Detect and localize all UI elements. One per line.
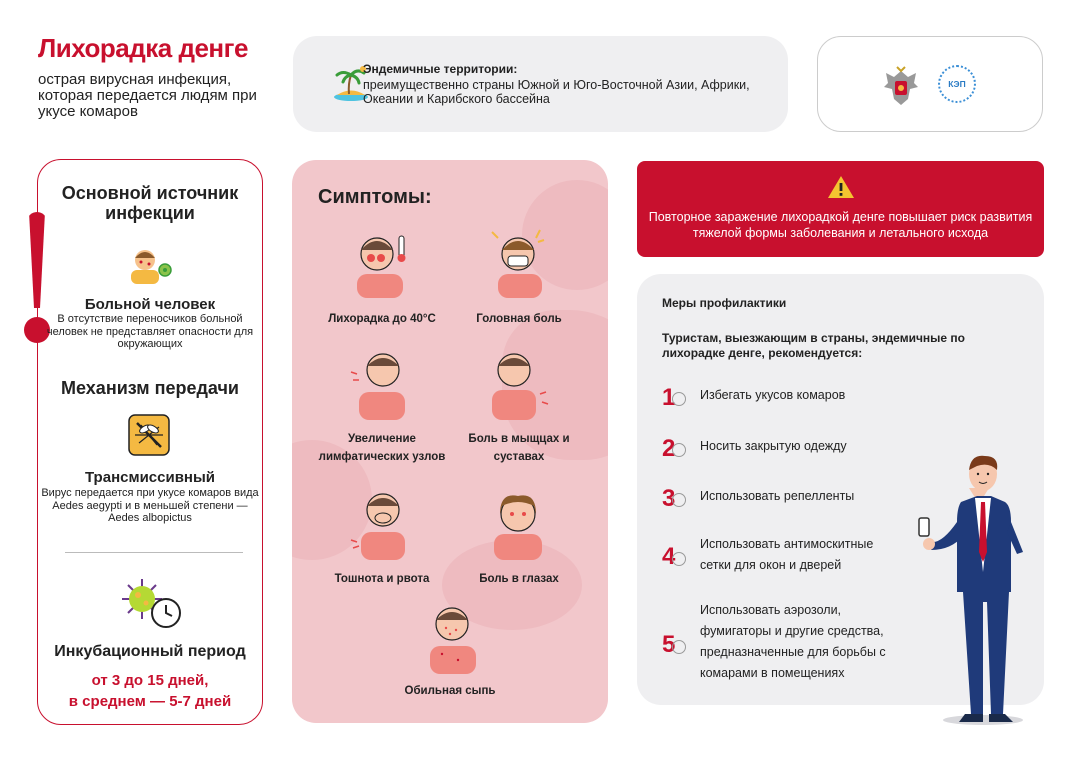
incubation-heading: Инкубационный период [54, 643, 246, 660]
source-subheading: Больной человек [84, 296, 216, 313]
source-heading: Основной источник инфекции [61, 183, 239, 223]
kep-logo: КЭП [938, 65, 976, 103]
mechanism-subheading: Трансмиссивный [84, 469, 216, 486]
warning-text: Повторное заражение лихорадкой денге повышает риск развития тяжелой формы заболевания и летального исхода [648, 210, 1033, 240]
mechanism-text: Вирус передается при укусе комаров вида Aedes aegypti и в меньшей степени — Aedes albopictus [41, 487, 259, 524]
prevention-intro: Туристам, выезжающим в страны, эндемичные по лихорадке денге, рекомендуется: [662, 331, 965, 360]
endemic-box [293, 36, 788, 132]
prevention-number: 2 [662, 435, 676, 462]
symptom-label: Лихорадка до 40°С [328, 313, 436, 325]
bullet-circle [672, 640, 686, 654]
emblem-icon [880, 65, 922, 109]
symptom-label: Головная боль [476, 313, 562, 325]
bullet-circle [672, 443, 686, 457]
virus-clock-icon [118, 575, 184, 631]
eye-pain-icon [484, 488, 554, 560]
prevention-item: Использовать антимоскитные сетки для окон и дверей [700, 537, 874, 572]
symptom-label: Обильная сыпь [404, 685, 496, 697]
sick-person-icon [127, 244, 173, 284]
prevention-number: 1 [662, 384, 676, 411]
page-title: Лихорадка денге [38, 33, 248, 63]
symptom-label: Увеличение лимфатических узлов [318, 433, 446, 463]
prevention-item: Избегать укусов комаров [700, 388, 846, 402]
businessman-illustration [913, 452, 1033, 730]
bullet-circle [672, 493, 686, 507]
symptom-label: Тошнота и рвота [334, 573, 430, 585]
lymph-nodes-icon [347, 348, 417, 420]
warning-banner [637, 161, 1044, 257]
source-text: В отсутствие переносчиков больной человек не представляет опасности для окружающих [46, 313, 254, 350]
prevention-title: Меры профилактики [662, 296, 787, 310]
headache-icon [484, 226, 554, 298]
prevention-item: Использовать репелленты [700, 489, 855, 503]
prevention-number: 5 [662, 631, 676, 658]
prevention-item: Носить закрытую одежду [700, 439, 847, 453]
divider [65, 552, 243, 553]
symptom-label: Боль в глазах [479, 573, 559, 585]
bullet-circle [672, 392, 686, 406]
bullet-circle [672, 552, 686, 566]
rash-icon [418, 602, 488, 674]
prevention-number: 4 [662, 543, 676, 570]
prevention-number: 3 [662, 485, 676, 512]
mechanism-heading: Механизм передачи [61, 378, 239, 398]
incubation-line2: в среднем — 5-7 дней [68, 693, 232, 710]
logos-box [817, 36, 1043, 132]
incubation-line1: от 3 до 15 дней, [91, 672, 209, 689]
symptom-label: Боль в мыщцах и суставах [468, 433, 570, 463]
warning-icon [827, 175, 855, 199]
nausea-icon [347, 488, 417, 560]
fever-icon [347, 226, 417, 298]
endemic-label: Эндемичные территории: [363, 62, 518, 76]
endemic-text: преимущественно страны Южной и Юго-Восточной Азии, Африки, Океании и Карибского бассейна [363, 78, 750, 106]
mosquito-icon [127, 413, 171, 457]
symptoms-title: Симптомы: [318, 186, 432, 208]
muscle-pain-icon [484, 348, 554, 420]
prevention-item: Использовать аэрозоли, фумигаторы и другие средства, предназначенные для борьбы с комарами в помещениях [700, 603, 886, 680]
page-subtitle: острая вирусная инфекция, которая передается людям при укусе комаров [38, 71, 257, 120]
